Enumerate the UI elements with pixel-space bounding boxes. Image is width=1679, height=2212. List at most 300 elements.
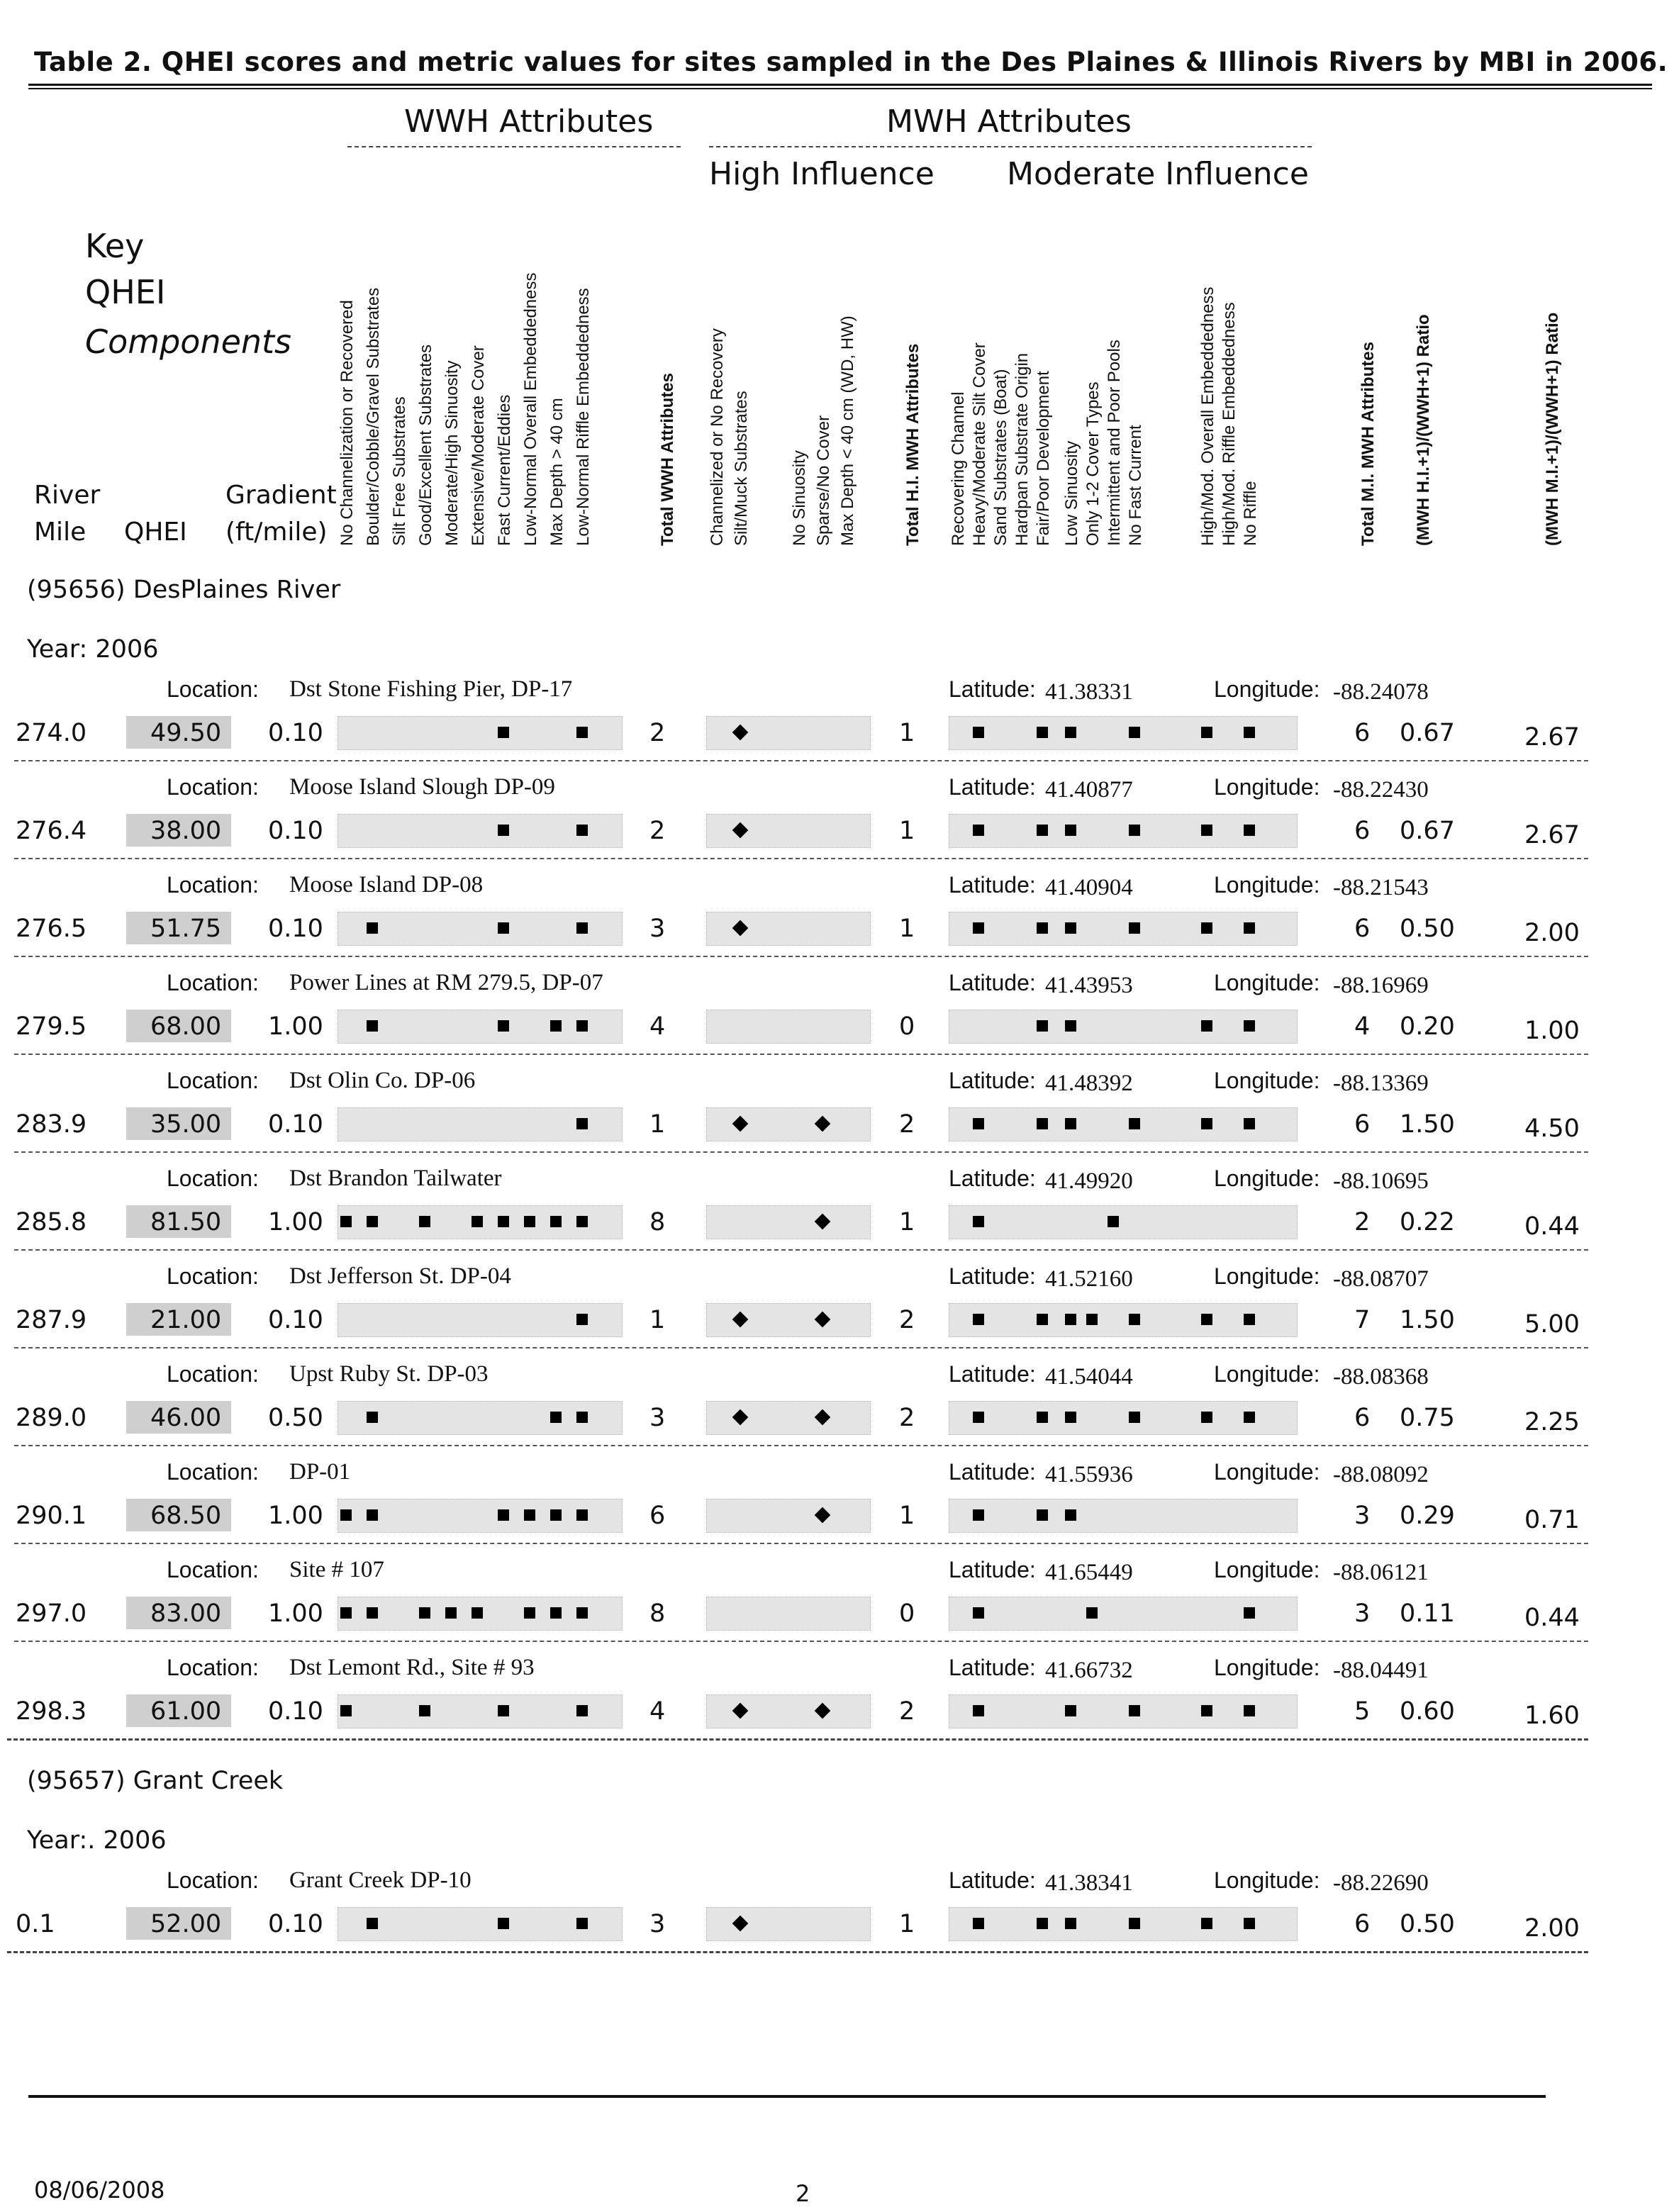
- mi-column-header: Recovering Channel: [949, 391, 968, 546]
- gradient-value: 1.00: [268, 1502, 323, 1530]
- longitude-value: -88.08092: [1333, 1462, 1429, 1487]
- total-wwh-value: 4: [649, 1697, 666, 1726]
- river-mile-value: 289.0: [16, 1404, 87, 1432]
- longitude-label: Longitude:: [1214, 1263, 1320, 1289]
- mi-attribute-mark: [973, 1607, 984, 1619]
- gradient-value: 0.10: [268, 719, 323, 747]
- footer-date: 08/06/2008: [34, 2177, 165, 2203]
- latitude-value: 41.66732: [1045, 1658, 1133, 1683]
- hi-marks-strip: [706, 1205, 871, 1239]
- mi-marks-strip: [949, 1499, 1298, 1533]
- mi-attribute-mark: [973, 1412, 984, 1423]
- total-hi-value: 1: [899, 817, 915, 845]
- total-hi-value: 1: [899, 1910, 915, 1938]
- wwh-attribute-mark: [576, 1918, 588, 1929]
- gradient-value: 0.10: [268, 817, 323, 845]
- wwh-attribute-mark: [576, 1118, 588, 1129]
- wwh-attribute-mark: [367, 1412, 378, 1423]
- location-value: DP-01: [289, 1459, 351, 1485]
- latitude-value: 41.65449: [1045, 1560, 1133, 1585]
- row-divider: [14, 1543, 1588, 1544]
- wwh-column-header: Low-Normal Riffle Embeddedness: [574, 288, 593, 546]
- latitude-label: Latitude:: [949, 676, 1036, 702]
- ratio1-value: 0.50: [1400, 1910, 1455, 1938]
- location-value: Moose Island Slough DP-09: [289, 774, 555, 800]
- longitude-value: -88.16969: [1333, 973, 1429, 998]
- ratio1-value: 0.50: [1400, 915, 1455, 943]
- qhei-score-value: 61.00: [150, 1697, 222, 1726]
- longitude-label: Longitude:: [1214, 1068, 1320, 1093]
- wwh-attribute-mark: [576, 1314, 588, 1325]
- location-label: Location:: [167, 1263, 259, 1289]
- section-name: (95656) DesPlaines River: [27, 576, 341, 604]
- wwh-attribute-mark: [340, 1509, 352, 1521]
- hi-marks-strip: [706, 716, 871, 750]
- row-divider: [14, 1054, 1588, 1055]
- qhei-score-value: 21.00: [150, 1306, 222, 1334]
- footer-rule: [28, 2095, 1546, 2098]
- hi-marks-strip: [706, 814, 871, 848]
- wwh-attribute-mark: [340, 1705, 352, 1716]
- mi-attribute-mark: [973, 1705, 984, 1716]
- total-hi-value: 1: [899, 1208, 915, 1236]
- river-mile-value: 274.0: [16, 719, 87, 747]
- ratio1-value: 0.60: [1400, 1697, 1455, 1726]
- latitude-label: Latitude:: [949, 1166, 1036, 1191]
- wwh-attribute-mark: [419, 1607, 430, 1619]
- mi-attribute-mark: [1129, 1918, 1140, 1929]
- total-hi-value: 0: [899, 1012, 915, 1041]
- wwh-attribute-mark: [340, 1216, 352, 1227]
- mi-attribute-mark: [973, 1314, 984, 1325]
- wwh-attribute-mark: [367, 1607, 378, 1619]
- hi-marks-strip: [706, 1694, 871, 1728]
- total-hi-header: Total H.I. MWH Attributes: [903, 343, 922, 546]
- ratio2-value: 2.67: [1524, 821, 1580, 849]
- total-hi-value: 1: [899, 719, 915, 747]
- ratio2-value: 0.44: [1524, 1212, 1580, 1241]
- gradient-value: 1.00: [268, 1012, 323, 1041]
- high-influence-heading: High Influence: [709, 156, 935, 192]
- title-rule-2: [28, 88, 1652, 89]
- location-value: Grant Creek DP-10: [289, 1867, 472, 1893]
- wwh-column-header: Max Depth > 40 cm: [547, 398, 567, 546]
- page-number: 2: [796, 2180, 810, 2207]
- longitude-value: -88.24078: [1333, 679, 1429, 705]
- ratio2-value: 4.50: [1524, 1115, 1580, 1143]
- mi-column-header: Intermittent and Poor Pools: [1105, 340, 1124, 546]
- hi-marks-strip: [706, 912, 871, 946]
- ratio2-value: 0.44: [1524, 1604, 1580, 1632]
- wwh-attribute-mark: [498, 727, 509, 738]
- river-mile-value: 287.9: [16, 1306, 87, 1334]
- latitude-value: 41.38341: [1045, 1870, 1133, 1896]
- gradient-value: 0.10: [268, 915, 323, 943]
- wwh-column-header: Good/Excellent Substrates: [416, 344, 435, 546]
- river-mile-value: 276.4: [16, 817, 87, 845]
- hi-marks-strip: [706, 1401, 871, 1435]
- wwh-column-header: Moderate/High Sinuosity: [442, 360, 462, 546]
- longitude-label: Longitude:: [1214, 1655, 1320, 1680]
- qhei-score-value: 49.50: [150, 719, 222, 747]
- wwh-attribute-mark: [498, 825, 509, 836]
- mi-attribute-mark: [1129, 1118, 1140, 1129]
- latitude-label: Latitude:: [949, 872, 1036, 898]
- wwh-column-header: Boulder/Cobble/Gravel Substrates: [364, 287, 383, 546]
- total-wwh-value: 2: [649, 719, 666, 747]
- qhei-score-value: 68.50: [150, 1502, 222, 1530]
- mi-column-header: Heavy/Moderate Silt Cover: [970, 342, 989, 546]
- gradient-value: 1.00: [268, 1208, 323, 1236]
- wwh-attribute-mark: [524, 1216, 535, 1227]
- section-year: Year: 2006: [27, 635, 159, 664]
- ratio1-value: 1.50: [1400, 1306, 1455, 1334]
- gradient-value: 0.50: [268, 1404, 323, 1432]
- latitude-value: 41.52160: [1045, 1266, 1133, 1292]
- total-wwh-value: 4: [649, 1012, 666, 1041]
- mi-column-header: Hardpan Substrate Origin: [1013, 352, 1032, 546]
- latitude-value: 41.38331: [1045, 679, 1133, 705]
- row-divider: [14, 1249, 1588, 1251]
- wwh-attribute-mark: [524, 1607, 535, 1619]
- mwh-attributes-heading: MWH Attributes: [886, 104, 1132, 140]
- mi-attribute-mark: [1065, 1020, 1076, 1032]
- hi-column-header: Max Depth < 40 cm (WD, HW): [838, 315, 857, 546]
- mi-attribute-mark: [1201, 1314, 1212, 1325]
- river-mile-value: 0.1: [16, 1910, 55, 1938]
- total-hi-value: 2: [899, 1404, 915, 1432]
- latitude-value: 41.49920: [1045, 1168, 1133, 1194]
- total-mi-value: 7: [1354, 1306, 1371, 1334]
- key-qhei-label: QHEI: [85, 273, 166, 311]
- total-hi-value: 2: [899, 1697, 915, 1726]
- row-divider: [14, 1151, 1588, 1153]
- wwh-attribute-mark: [550, 1020, 562, 1032]
- mi-attribute-mark: [1065, 1412, 1076, 1423]
- latitude-label: Latitude:: [949, 970, 1036, 995]
- mile-header: Mile: [34, 518, 87, 547]
- mi-attribute-mark: [1108, 1216, 1119, 1227]
- moderate-influence-heading: Moderate Influence: [1007, 156, 1309, 192]
- latitude-value: 41.54044: [1045, 1364, 1133, 1390]
- total-mi-value: 4: [1354, 1012, 1371, 1041]
- location-label: Location:: [167, 676, 259, 702]
- wwh-column-header: Fast Current/Eddies: [495, 394, 514, 546]
- mi-attribute-mark: [1065, 1509, 1076, 1521]
- latitude-value: 41.40904: [1045, 875, 1133, 900]
- location-value: Dst Olin Co. DP-06: [289, 1068, 476, 1093]
- location-value: Upst Ruby St. DP-03: [289, 1361, 489, 1387]
- river-mile-value: 283.9: [16, 1110, 87, 1139]
- wwh-attribute-mark: [524, 1509, 535, 1521]
- wwh-attribute-mark: [367, 1509, 378, 1521]
- mi-attribute-mark: [973, 1216, 984, 1227]
- total-hi-value: 1: [899, 915, 915, 943]
- location-value: Dst Jefferson St. DP-04: [289, 1263, 511, 1289]
- section-name: (95657) Grant Creek: [27, 1767, 284, 1795]
- mi-marks-strip: [949, 1205, 1298, 1239]
- latitude-label: Latitude:: [949, 774, 1036, 800]
- wwh-attribute-mark: [576, 727, 588, 738]
- mi-attribute-mark: [1201, 1412, 1212, 1423]
- wwh-attribute-mark: [576, 1705, 588, 1716]
- mi-attribute-mark: [1244, 727, 1255, 738]
- mi-column-header: Fair/Poor Development: [1034, 371, 1053, 546]
- wwh-attribute-mark: [367, 1216, 378, 1227]
- gradient-value: 0.10: [268, 1697, 323, 1726]
- ratio1-value: 0.22: [1400, 1208, 1455, 1236]
- mi-attribute-mark: [1244, 1118, 1255, 1129]
- longitude-value: -88.08368: [1333, 1364, 1429, 1390]
- row-divider: [14, 1641, 1588, 1642]
- mi-attribute-mark: [973, 727, 984, 738]
- hi-marks-strip: [706, 1010, 871, 1044]
- row-divider: [14, 858, 1588, 859]
- gradient-value: 1.00: [268, 1599, 323, 1628]
- total-mi-value: 3: [1354, 1502, 1371, 1530]
- mi-attribute-mark: [1086, 1314, 1098, 1325]
- gradient-value: 0.10: [268, 1110, 323, 1139]
- total-mi-value: 6: [1354, 719, 1371, 747]
- mi-attribute-mark: [1201, 825, 1212, 836]
- mi-attribute-mark: [1201, 922, 1212, 934]
- river-mile-value: 279.5: [16, 1012, 87, 1041]
- mi-attribute-mark: [1244, 1314, 1255, 1325]
- hi-marks-strip: [706, 1597, 871, 1631]
- mi-attribute-mark: [1037, 1020, 1048, 1032]
- river-header: River: [34, 481, 101, 510]
- location-label: Location:: [167, 1557, 259, 1582]
- total-hi-value: 2: [899, 1110, 915, 1139]
- wwh-attribute-mark: [498, 1020, 509, 1032]
- wwh-attribute-mark: [367, 1020, 378, 1032]
- ratio1-value: 1.50: [1400, 1110, 1455, 1139]
- longitude-label: Longitude:: [1214, 676, 1320, 702]
- total-wwh-value: 3: [649, 915, 666, 943]
- hi-marks-strip: [706, 1107, 871, 1141]
- mi-attribute-mark: [1244, 1607, 1255, 1619]
- total-wwh-value: 1: [649, 1110, 666, 1139]
- wwh-heading-rule: [347, 146, 681, 147]
- mi-attribute-mark: [1244, 1705, 1255, 1716]
- mi-attribute-mark: [1037, 922, 1048, 934]
- hi-column-header: No Sinuosity: [790, 450, 809, 546]
- wwh-attribute-mark: [576, 1607, 588, 1619]
- total-mi-header: Total M.I. MWH Attributes: [1359, 342, 1378, 546]
- total-wwh-value: 3: [649, 1404, 666, 1432]
- row-divider: [7, 1738, 1588, 1741]
- wwh-attribute-mark: [340, 1607, 352, 1619]
- location-value: Site # 107: [289, 1557, 384, 1582]
- wwh-attribute-mark: [498, 1216, 509, 1227]
- qhei-header: QHEI: [124, 518, 187, 547]
- total-wwh-value: 1: [649, 1306, 666, 1334]
- location-value: Dst Brandon Tailwater: [289, 1166, 502, 1191]
- wwh-attribute-mark: [445, 1607, 457, 1619]
- ratio1-value: 0.67: [1400, 817, 1455, 845]
- mi-attribute-mark: [1244, 922, 1255, 934]
- longitude-label: Longitude:: [1214, 1557, 1320, 1582]
- mi-attribute-mark: [1037, 1314, 1048, 1325]
- latitude-value: 41.55936: [1045, 1462, 1133, 1487]
- location-value: Power Lines at RM 279.5, DP-07: [289, 970, 603, 995]
- total-hi-value: 1: [899, 1502, 915, 1530]
- mi-attribute-mark: [973, 1118, 984, 1129]
- total-wwh-value: 6: [649, 1502, 666, 1530]
- location-label: Location:: [167, 1655, 259, 1680]
- latitude-label: Latitude:: [949, 1361, 1036, 1387]
- total-mi-value: 6: [1354, 915, 1371, 943]
- longitude-label: Longitude:: [1214, 1361, 1320, 1387]
- river-mile-value: 290.1: [16, 1502, 87, 1530]
- wwh-attribute-mark: [472, 1607, 483, 1619]
- mi-attribute-mark: [1129, 727, 1140, 738]
- gradient-header: Gradient: [225, 481, 337, 510]
- location-value: Dst Lemont Rd., Site # 93: [289, 1655, 535, 1680]
- row-divider: [14, 760, 1588, 761]
- mi-attribute-mark: [1065, 922, 1076, 934]
- mi-column-header: Sand Substrates (Boat): [991, 369, 1010, 546]
- wwh-attribute-mark: [576, 1020, 588, 1032]
- hi-marks-strip: [706, 1303, 871, 1337]
- location-label: Location:: [167, 1867, 259, 1893]
- wwh-attribute-mark: [419, 1216, 430, 1227]
- row-divider: [14, 1445, 1588, 1446]
- longitude-value: -88.08707: [1333, 1266, 1429, 1292]
- latitude-value: 41.40877: [1045, 777, 1133, 803]
- qhei-score-value: 52.00: [150, 1910, 222, 1938]
- location-label: Location:: [167, 1361, 259, 1387]
- mi-attribute-mark: [1037, 1118, 1048, 1129]
- total-wwh-value: 3: [649, 1910, 666, 1938]
- ratio1-value: 0.67: [1400, 719, 1455, 747]
- ratio2-value: 2.00: [1524, 919, 1580, 947]
- qhei-score-value: 83.00: [150, 1599, 222, 1628]
- longitude-value: -88.10695: [1333, 1168, 1429, 1194]
- ratio1-value: 0.20: [1400, 1012, 1455, 1041]
- wwh-column-header: Extensive/Moderate Cover: [469, 345, 488, 546]
- latitude-value: 41.43953: [1045, 973, 1133, 998]
- latitude-label: Latitude:: [949, 1068, 1036, 1093]
- mi-attribute-mark: [1201, 1918, 1212, 1929]
- mi-attribute-mark: [973, 922, 984, 934]
- mi-attribute-mark: [1065, 1918, 1076, 1929]
- longitude-value: -88.04491: [1333, 1658, 1429, 1683]
- ratio2-value: 0.71: [1524, 1506, 1580, 1534]
- row-divider: [14, 1347, 1588, 1348]
- location-label: Location:: [167, 872, 259, 898]
- qhei-score-value: 51.75: [150, 915, 222, 943]
- wwh-attribute-mark: [576, 1509, 588, 1521]
- mi-column-header: High/Mod. Overall Embeddedness: [1198, 286, 1217, 546]
- mi-attribute-mark: [1065, 825, 1076, 836]
- title-rule: [28, 84, 1652, 86]
- latitude-label: Latitude:: [949, 1459, 1036, 1485]
- mi-attribute-mark: [1065, 1705, 1076, 1716]
- gradient-value: 0.10: [268, 1910, 323, 1938]
- total-mi-value: 2: [1354, 1208, 1371, 1236]
- latitude-value: 41.48392: [1045, 1071, 1133, 1096]
- hi-marks-strip: [706, 1907, 871, 1941]
- mi-column-header: Only 1-2 Cover Types: [1083, 381, 1103, 546]
- mi-attribute-mark: [1065, 1314, 1076, 1325]
- longitude-label: Longitude:: [1214, 1166, 1320, 1191]
- river-mile-value: 297.0: [16, 1599, 87, 1628]
- row-divider: [7, 1951, 1588, 1953]
- wwh-attribute-mark: [576, 1412, 588, 1423]
- mi-attribute-mark: [1201, 727, 1212, 738]
- longitude-label: Longitude:: [1214, 970, 1320, 995]
- mi-attribute-mark: [1065, 727, 1076, 738]
- longitude-label: Longitude:: [1214, 1867, 1320, 1893]
- river-mile-value: 285.8: [16, 1208, 87, 1236]
- mi-attribute-mark: [1244, 1412, 1255, 1423]
- mi-attribute-mark: [1037, 1412, 1048, 1423]
- wwh-attribute-mark: [498, 922, 509, 934]
- hi-column-header: Channelized or No Recovery: [708, 328, 727, 546]
- total-wwh-value: 8: [649, 1208, 666, 1236]
- total-mi-value: 3: [1354, 1599, 1371, 1628]
- mi-column-header: No Fast Current: [1126, 425, 1145, 546]
- wwh-attribute-mark: [498, 1918, 509, 1929]
- latitude-label: Latitude:: [949, 1655, 1036, 1680]
- qhei-score-value: 46.00: [150, 1404, 222, 1432]
- mi-attribute-mark: [1129, 1412, 1140, 1423]
- location-value: Dst Stone Fishing Pier, DP-17: [289, 676, 573, 702]
- location-label: Location:: [167, 970, 259, 995]
- qhei-score-value: 35.00: [150, 1110, 222, 1139]
- location-label: Location:: [167, 1068, 259, 1093]
- wwh-attribute-mark: [550, 1412, 562, 1423]
- total-mi-value: 6: [1354, 1110, 1371, 1139]
- wwh-column-header: Low-Normal Overall Embeddedness: [521, 272, 540, 546]
- total-mi-value: 5: [1354, 1697, 1371, 1726]
- ratio1-value: 0.75: [1400, 1404, 1455, 1432]
- total-mi-value: 6: [1354, 1910, 1371, 1938]
- mi-attribute-mark: [1037, 727, 1048, 738]
- section-year: Year:. 2006: [27, 1826, 167, 1855]
- mi-attribute-mark: [1201, 1705, 1212, 1716]
- wwh-attribute-mark: [498, 1509, 509, 1521]
- mi-attribute-mark: [1244, 1020, 1255, 1032]
- total-wwh-value: 8: [649, 1599, 666, 1628]
- wwh-attribute-mark: [576, 922, 588, 934]
- mi-column-header: Low Sinuosity: [1062, 440, 1081, 546]
- hi-marks-strip: [706, 1499, 871, 1533]
- mi-attribute-mark: [1129, 1314, 1140, 1325]
- wwh-attribute-mark: [498, 1705, 509, 1716]
- hi-column-header: Sparse/No Cover: [814, 415, 833, 546]
- wwh-attribute-mark: [550, 1509, 562, 1521]
- mi-attribute-mark: [1129, 825, 1140, 836]
- longitude-label: Longitude:: [1214, 872, 1320, 898]
- longitude-label: Longitude:: [1214, 1459, 1320, 1485]
- ratio2-header: (MWH M.I.+1)/(WWH+1) Ratio: [1543, 312, 1562, 546]
- total-mi-value: 6: [1354, 1404, 1371, 1432]
- mi-attribute-mark: [1086, 1607, 1098, 1619]
- mi-attribute-mark: [1037, 1918, 1048, 1929]
- wwh-attribute-mark: [472, 1216, 483, 1227]
- mwh-heading-rule: [709, 146, 1312, 147]
- wwh-column-header: No Channelization or Recovered: [338, 300, 357, 546]
- total-hi-value: 0: [899, 1599, 915, 1628]
- wwh-column-header: Silt Free Substrates: [390, 396, 409, 546]
- gradient-value: 0.10: [268, 1306, 323, 1334]
- ratio2-value: 1.00: [1524, 1017, 1580, 1045]
- total-wwh-value: 2: [649, 817, 666, 845]
- location-label: Location:: [167, 1459, 259, 1485]
- ratio2-value: 2.25: [1524, 1408, 1580, 1436]
